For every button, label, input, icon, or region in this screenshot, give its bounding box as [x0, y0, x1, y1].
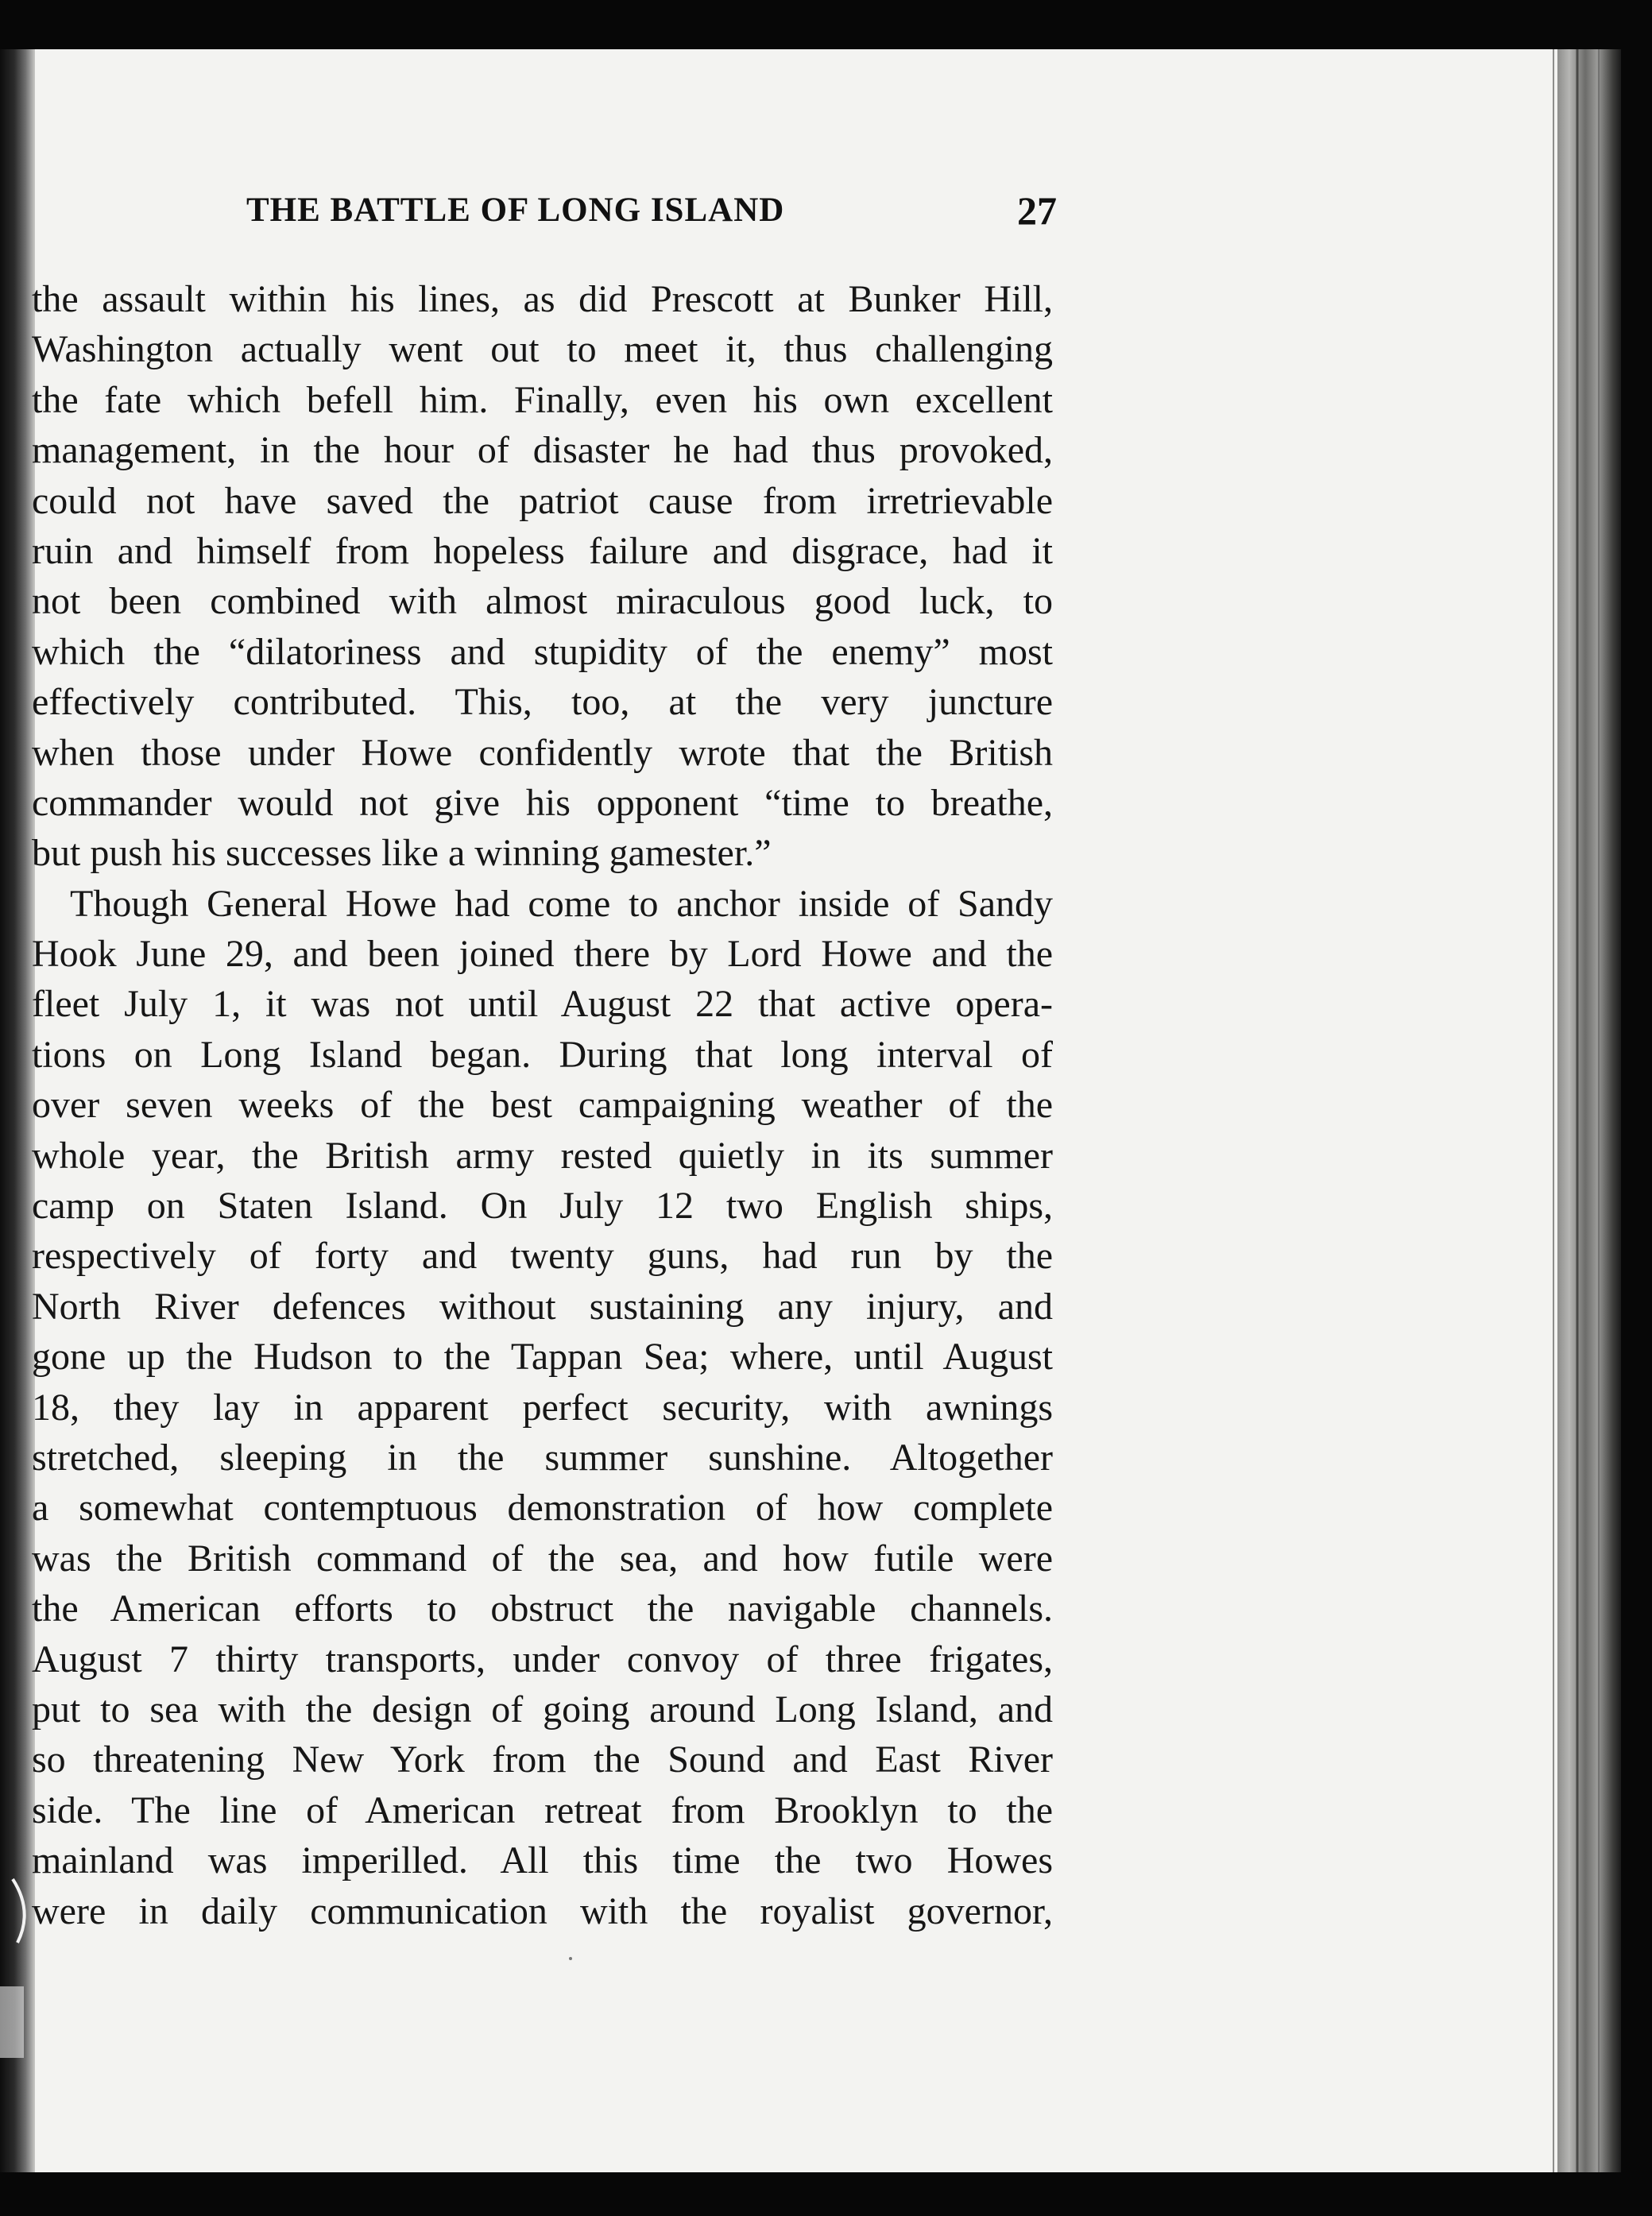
text-line: Washington actually went out to meet it, thus challenging: [32, 328, 1053, 371]
body-text: [32, 274, 1053, 1936]
text-line: commander would not give his opponent “time to breathe,: [32, 781, 1053, 824]
text-line: Though General Howe had come to anchor inside of Sandy: [70, 882, 1053, 925]
text-line: tions on Long Island began. During that long interval of: [32, 1033, 1053, 1076]
text-line: so threatening New York from the Sound and East River: [32, 1738, 1053, 1781]
text-line: could not have saved the patriot cause from irretrievable: [32, 479, 1053, 522]
text-line: respectively of forty and twenty guns, had run by the: [32, 1235, 1053, 1278]
text-line: when those under Howe confidently wrote that the British: [32, 731, 1053, 774]
text-line: gone up the Hudson to the Tappan Sea; where, until August: [32, 1336, 1053, 1379]
text-line: was the British command of the sea, and how futile were: [32, 1537, 1053, 1580]
text-line: North River defences without sustaining any injury, and: [32, 1285, 1053, 1328]
text-line: whole year, the British army rested quietly in its summer: [32, 1134, 1053, 1177]
text-line: ruin and himself from hopeless failure and disgrace, had it: [32, 529, 1053, 572]
text-line: over seven weeks of the best campaigning weather of the: [32, 1084, 1053, 1127]
text-line: put to sea with the design of going around Long Island, and: [32, 1688, 1053, 1731]
paragraph-1: [32, 274, 1053, 879]
running-title: THE BATTLE OF LONG ISLAND: [246, 191, 785, 229]
text-line: 18, they lay in apparent perfect security, with awnings: [32, 1386, 1053, 1429]
text-line: were in daily communication with the royalist governor,: [32, 1889, 1053, 1932]
text-line: camp on Staten Island. On July 12 two English ships,: [32, 1185, 1053, 1228]
text-line: fleet July 1, it was not until August 22 that active opera-: [32, 983, 1053, 1026]
text-line: but push his successes like a winning gamester.”: [32, 832, 772, 875]
page-number: 27: [1017, 188, 1057, 233]
paragraph-2: [32, 879, 1053, 1936]
text-line: mainland was imperilled. All this time the two Howes: [32, 1839, 1053, 1882]
text-line: Hook June 29, and been joined there by Lord Howe and the: [32, 933, 1053, 976]
text-line: side. The line of American retreat from Brooklyn to the: [32, 1789, 1053, 1831]
text-line: the fate which befell him. Finally, even his own excellent: [32, 378, 1053, 421]
text-line: which the “dilatoriness and stupidity of the enemy” most: [32, 630, 1053, 673]
text-line: management, in the hour of disaster he had thus provoked,: [32, 429, 1053, 472]
book-binding-gutter: [0, 49, 35, 2172]
text-line: August 7 thirty transports, under convoy of three frigates,: [32, 1638, 1053, 1680]
text-line: not been combined with almost miraculous good luck, to: [32, 580, 1053, 623]
text-line: effectively contributed. This, too, at the very juncture: [32, 681, 1053, 724]
page-header: [246, 188, 1057, 238]
text-line: the assault within his lines, as did Prescott at Bunker Hill,: [32, 278, 1053, 320]
text-line: the American efforts to obstruct the navigable channels.: [32, 1588, 1053, 1630]
text-line: stretched, sleeping in the summer sunshine. Altogether: [32, 1436, 1053, 1479]
text-line: a somewhat contemptuous demonstration of how complete: [32, 1487, 1053, 1530]
